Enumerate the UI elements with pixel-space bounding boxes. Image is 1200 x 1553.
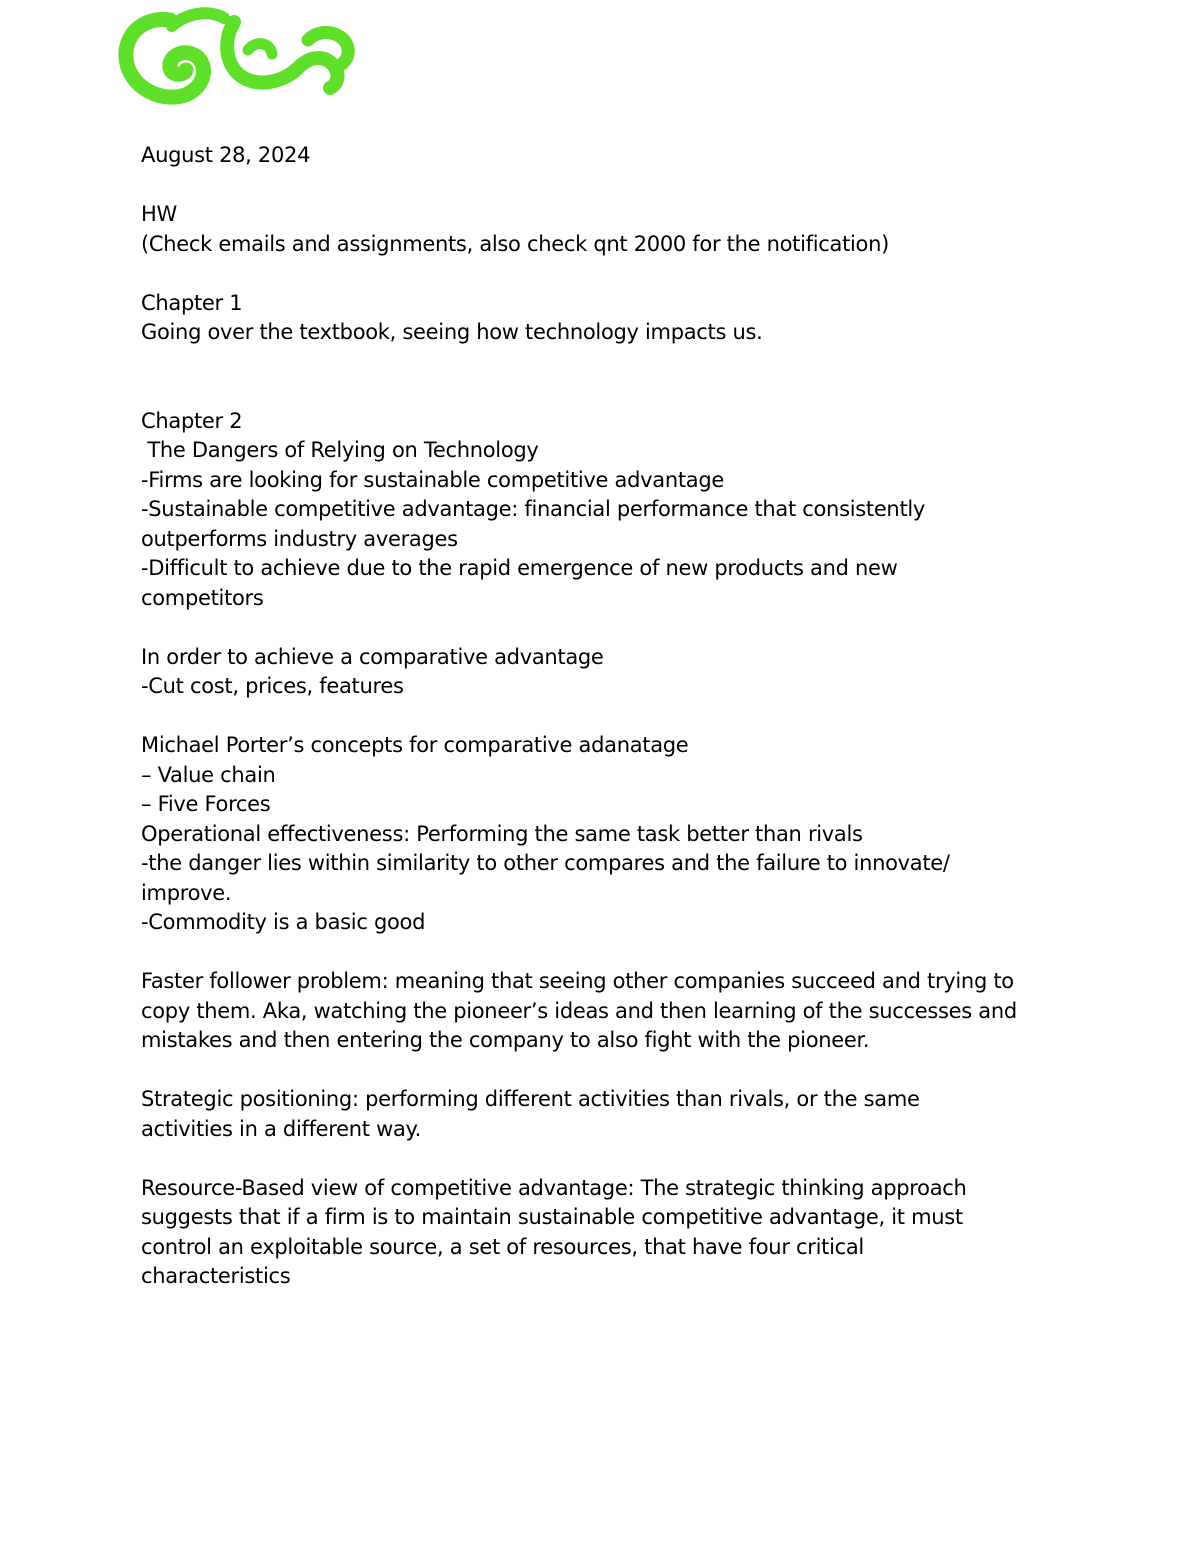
porter-item: – Value chain: [141, 762, 276, 787]
notes-body: [141, 141, 1071, 1292]
comparative-heading: In order to achieve a comparative advantage: [141, 644, 604, 669]
porter-item: – Five Forces: [141, 792, 271, 816]
resource-line: suggests that if a firm is to maintain sustainable competitive advantage, it must: [141, 1205, 963, 1229]
chapter2-heading: Chapter 2: [141, 408, 243, 433]
chapter2-line: -Difficult to achieve due to the rapid emergence of new products and new: [141, 556, 898, 580]
chapter1-text: Going over the textbook, seeing how technology impacts us.: [141, 320, 763, 344]
chapter1-heading: Chapter 1: [141, 290, 243, 315]
resource-line: control an exploitable source, a set of resources, that have four critical: [141, 1234, 864, 1259]
follower-line: mistakes and then entering the company to also fight with the pioneer.: [141, 1028, 870, 1052]
chapter2-line: -Firms are looking for sustainable competitive advantage: [141, 467, 725, 492]
follower-line: copy them. Aka, watching the pioneer’s ideas and then learning of the successes and: [141, 998, 1017, 1023]
resource-line: Resource-Based view of competitive advantage: The strategic thinking approach: [141, 1175, 967, 1200]
green-swirl-ornament-icon: [112, 0, 358, 112]
chapter2-line: -Sustainable competitive advantage: financial performance that consistently: [141, 497, 926, 521]
porter-line: -Commodity is a basic good: [141, 910, 426, 934]
comparative-line: -Cut cost, prices, features: [141, 674, 404, 698]
porter-line: -the danger lies within similarity to other compares and the failure to innovate/: [141, 851, 950, 875]
hw-heading: HW: [141, 202, 177, 226]
porter-line: Operational effectiveness: Performing the same task better than rivals: [141, 821, 863, 846]
hw-note: (Check emails and assignments, also check qnt 2000 for the notification): [141, 231, 889, 256]
chapter2-line: competitors: [141, 585, 264, 610]
porter-line: improve.: [141, 880, 232, 905]
strategic-line: Strategic positioning: performing different activities than rivals, or the same: [141, 1087, 920, 1111]
note-date: August 28, 2024: [141, 143, 311, 167]
strategic-line: activities in a different way.: [141, 1116, 422, 1141]
chapter2-line: outperforms industry averages: [141, 526, 458, 551]
resource-line: characteristics: [141, 1264, 291, 1288]
follower-line: Faster follower problem: meaning that seeing other companies succeed and trying to: [141, 969, 1014, 993]
chapter2-subtitle: The Dangers of Relying on Technology: [141, 438, 539, 462]
porter-heading: Michael Porter’s concepts for comparative adanatage: [141, 733, 689, 757]
